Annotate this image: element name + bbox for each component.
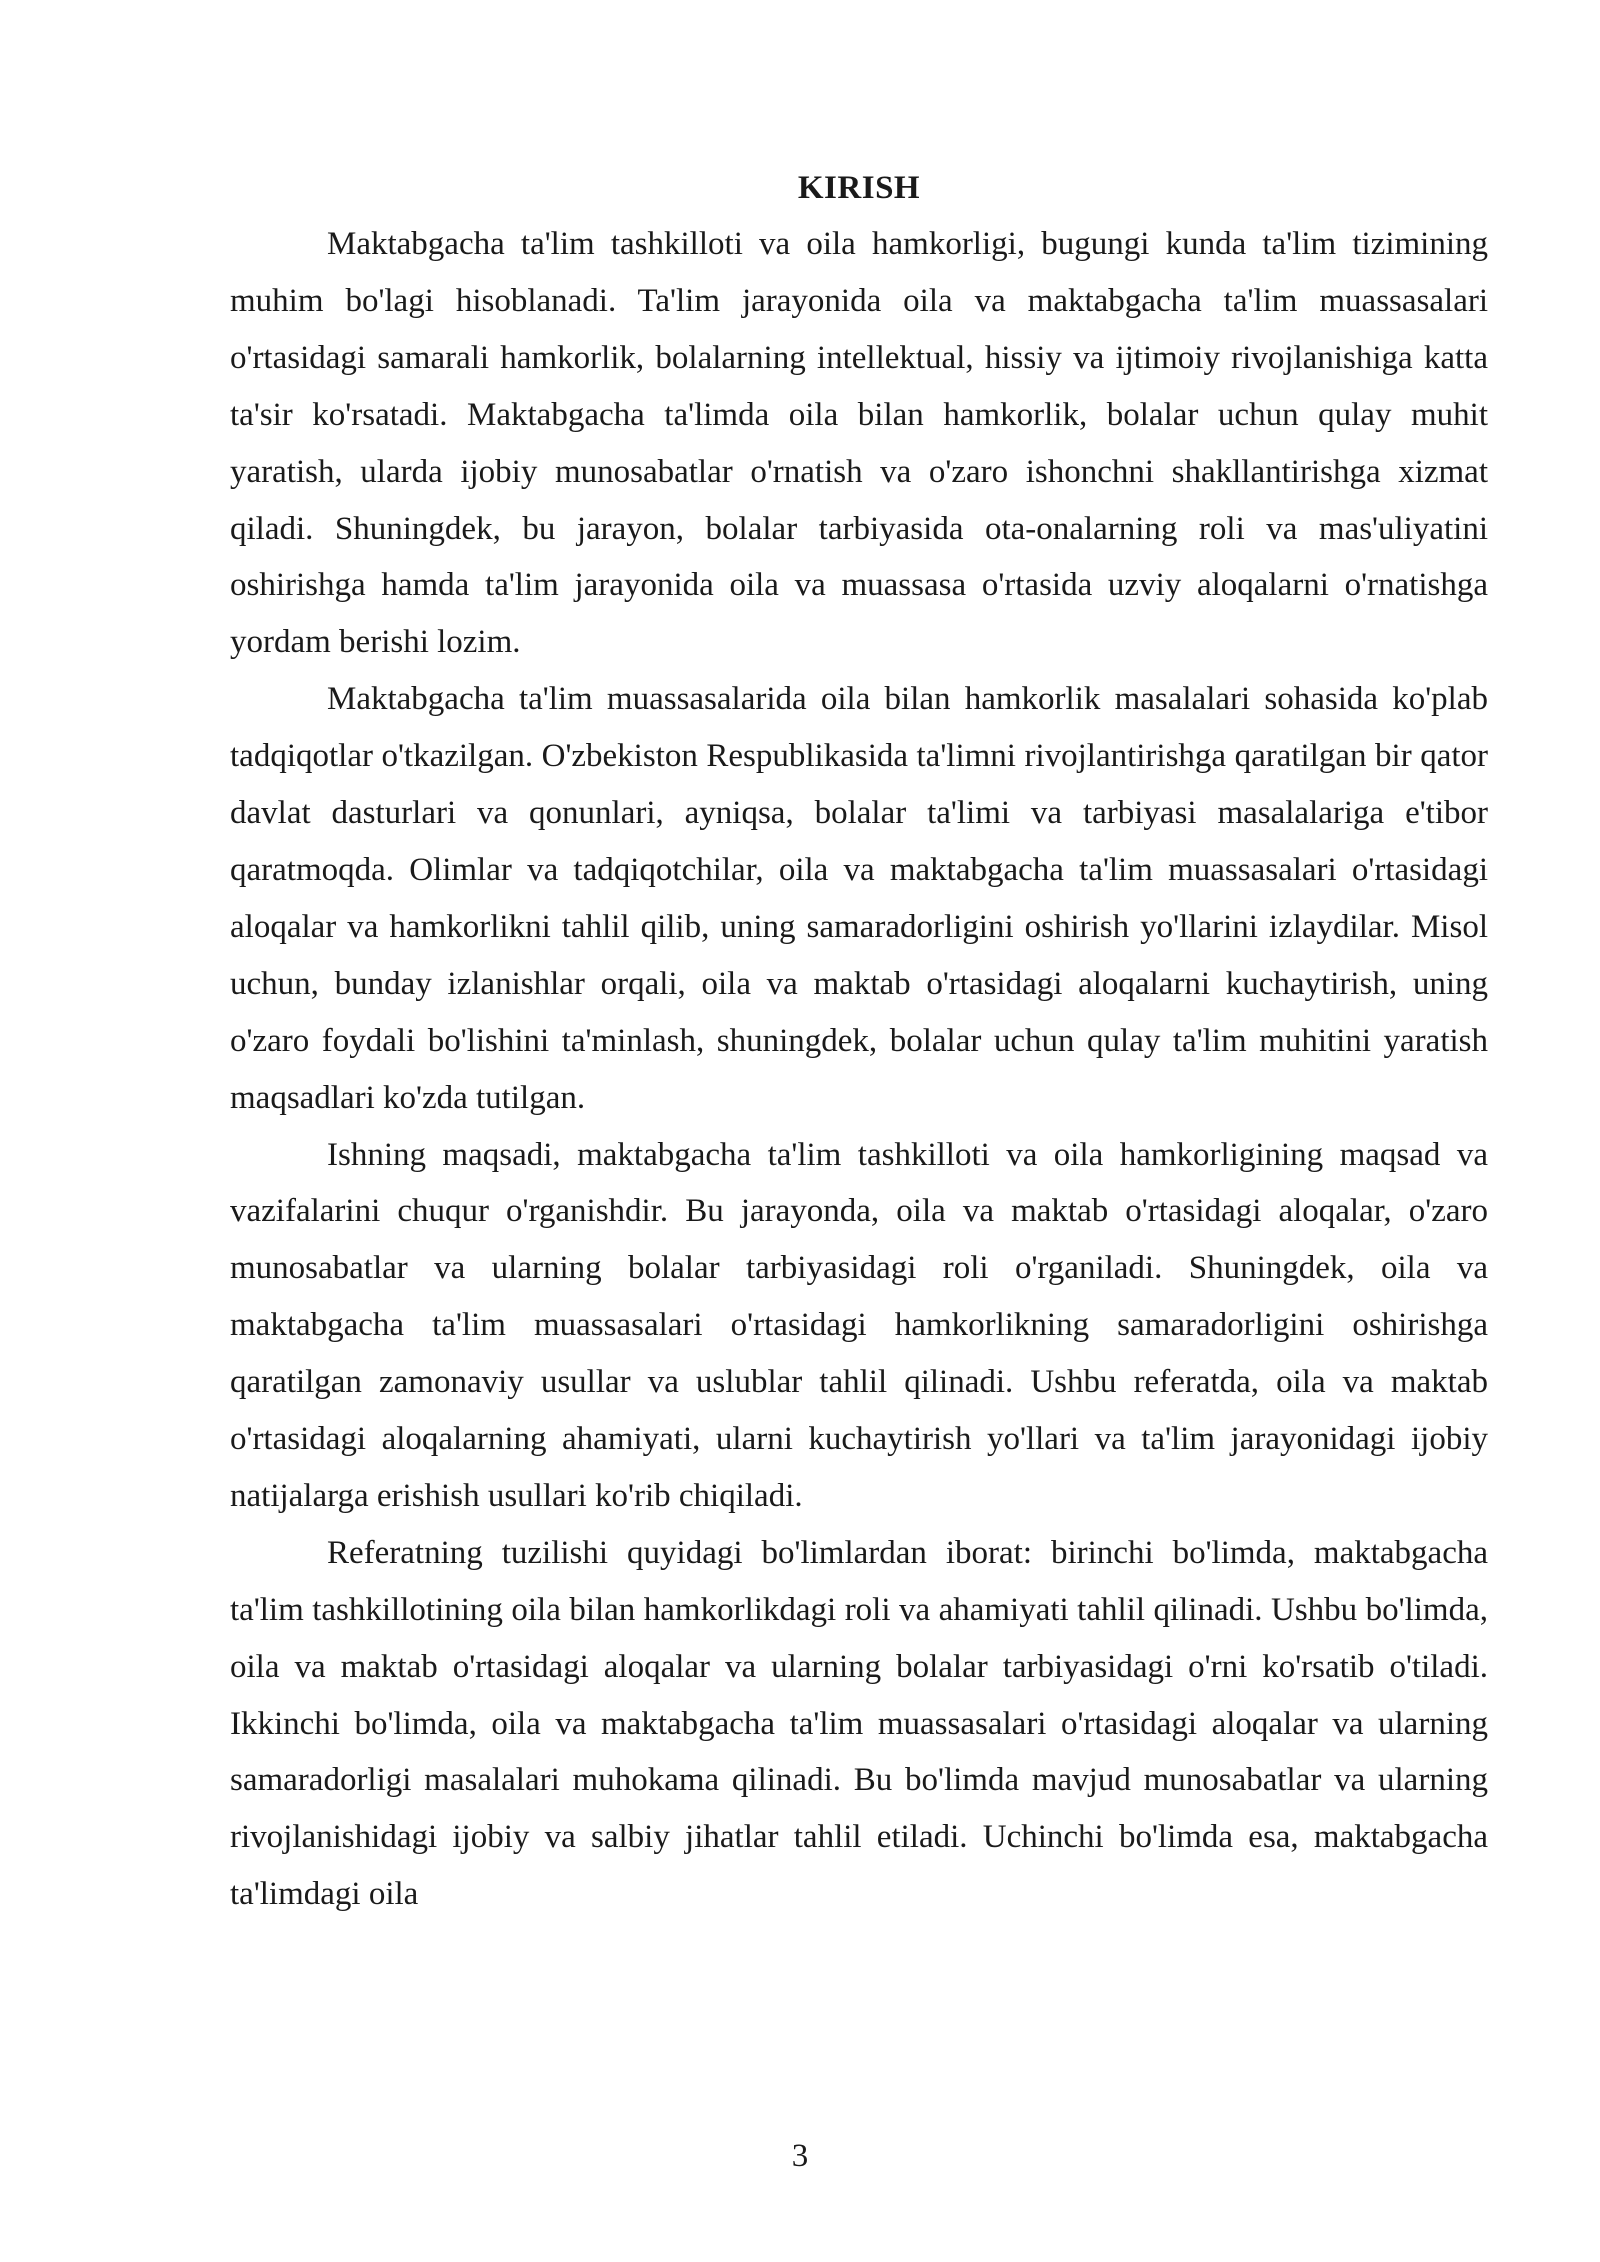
page-number: 3 <box>791 2138 809 2174</box>
page-title: KIRISH <box>797 170 921 206</box>
paragraph-research: Maktabgacha ta'lim muassasalarida oila bilan hamkorlik masalalari sohasida ko'plab tadqiqotlar o'tkazilgan. O'zbekiston Respublikasida ta'limni rivojlantirishga qaratilgan bir qator davlat dasturlari va qonunlari, ayniqsa, bolalar ta'limi va tarbiyasi masalalariga e'tibor qaratmoqda. Olimlar va tadqiqotchilar, oila va maktabgacha ta'lim muassasalari o'rtasidagi aloqalar va hamkorlikni tahlil qilib, uning samaradorligini oshirish yo'llarini izlaydilar. Misol uchun, bunday izlanishlar orqali, oila va maktab o'rtasidagi aloqalarni kuchaytirish, uning o'zaro foydali bo'lishini ta'minlash, shuningdek, bolalar uchun qulay ta'lim muhitini yaratish maqsadlari ko'zda tutilgan. <box>230 681 1488 1116</box>
page-content <box>230 160 1488 1923</box>
paragraph-intro: Maktabgacha ta'lim tashkilloti va oila hamkorligi, bugungi kunda ta'lim tizimining muhim bo'lagi hisoblanadi. Ta'lim jarayonida oila va maktabgacha ta'lim muassasalari o'rtasidagi samarali hamkorlik, bolalarning intellektual, hissiy va ijtimoiy rivojlanishiga katta ta'sir ko'rsatadi. Maktabgacha ta'limda oila bilan hamkorlik, bolalar uchun qulay muhit yaratish, ularda ijobiy munosabatlar o'rnatish va o'zaro ishonchni shakllantirishga xizmat qiladi. Shuningdek, bu jarayon, bolalar tarbiyasida ota-onalarning roli va mas'uliyatini oshirishga hamda ta'lim jarayonida oila va muassasa o'rtasida uzviy aloqalarni o'rnatishga yordam berishi lozim. <box>230 226 1488 661</box>
paragraph-structure: Referatning tuzilishi quyidagi bo'limlardan iborat: birinchi bo'limda, maktabgacha ta'lim tashkillotining oila bilan hamkorlikdagi roli va ahamiyati tahlil qilinadi. Ushbu bo'limda, oila va maktab o'rtasidagi aloqalar va ularning bolalar tarbiyasidagi o'rni ko'rsatib o'tiladi. Ikkinchi bo'limda, oila va maktabgacha ta'lim muassasalari o'rtasidagi aloqalar va ularning samaradorligi masalalari muhokama qilinadi. Bu bo'limda mavjud munosabatlar va ularning rivojlanishidagi ijobiy va salbiy jihatlar tahlil etiladi. Uchinchi bo'limda esa, maktabgacha ta'limdagi oila <box>230 1534 1488 1913</box>
paragraph-goal: Ishning maqsadi, maktabgacha ta'lim tashkilloti va oila hamkorligining maqsad va vazifalarini chuqur o'rganishdir. Bu jarayonda, oila va maktab o'rtasidagi aloqalar, o'zaro munosabatlar va ularning bolalar tarbiyasidagi roli o'rganiladi. Shuningdek, oila va maktabgacha ta'lim muassasalari o'rtasidagi hamkorlikning samaradorligini oshirishga qaratilgan zamonaviy usullar va uslublar tahlil qilinadi. Ushbu referatda, oila va maktab o'rtasidagi aloqalarning ahamiyati, ularni kuchaytirish yo'llari va ta'lim jarayonidagi ijobiy natijalarga erishish usullari ko'rib chiqiladi. <box>230 1136 1488 1514</box>
